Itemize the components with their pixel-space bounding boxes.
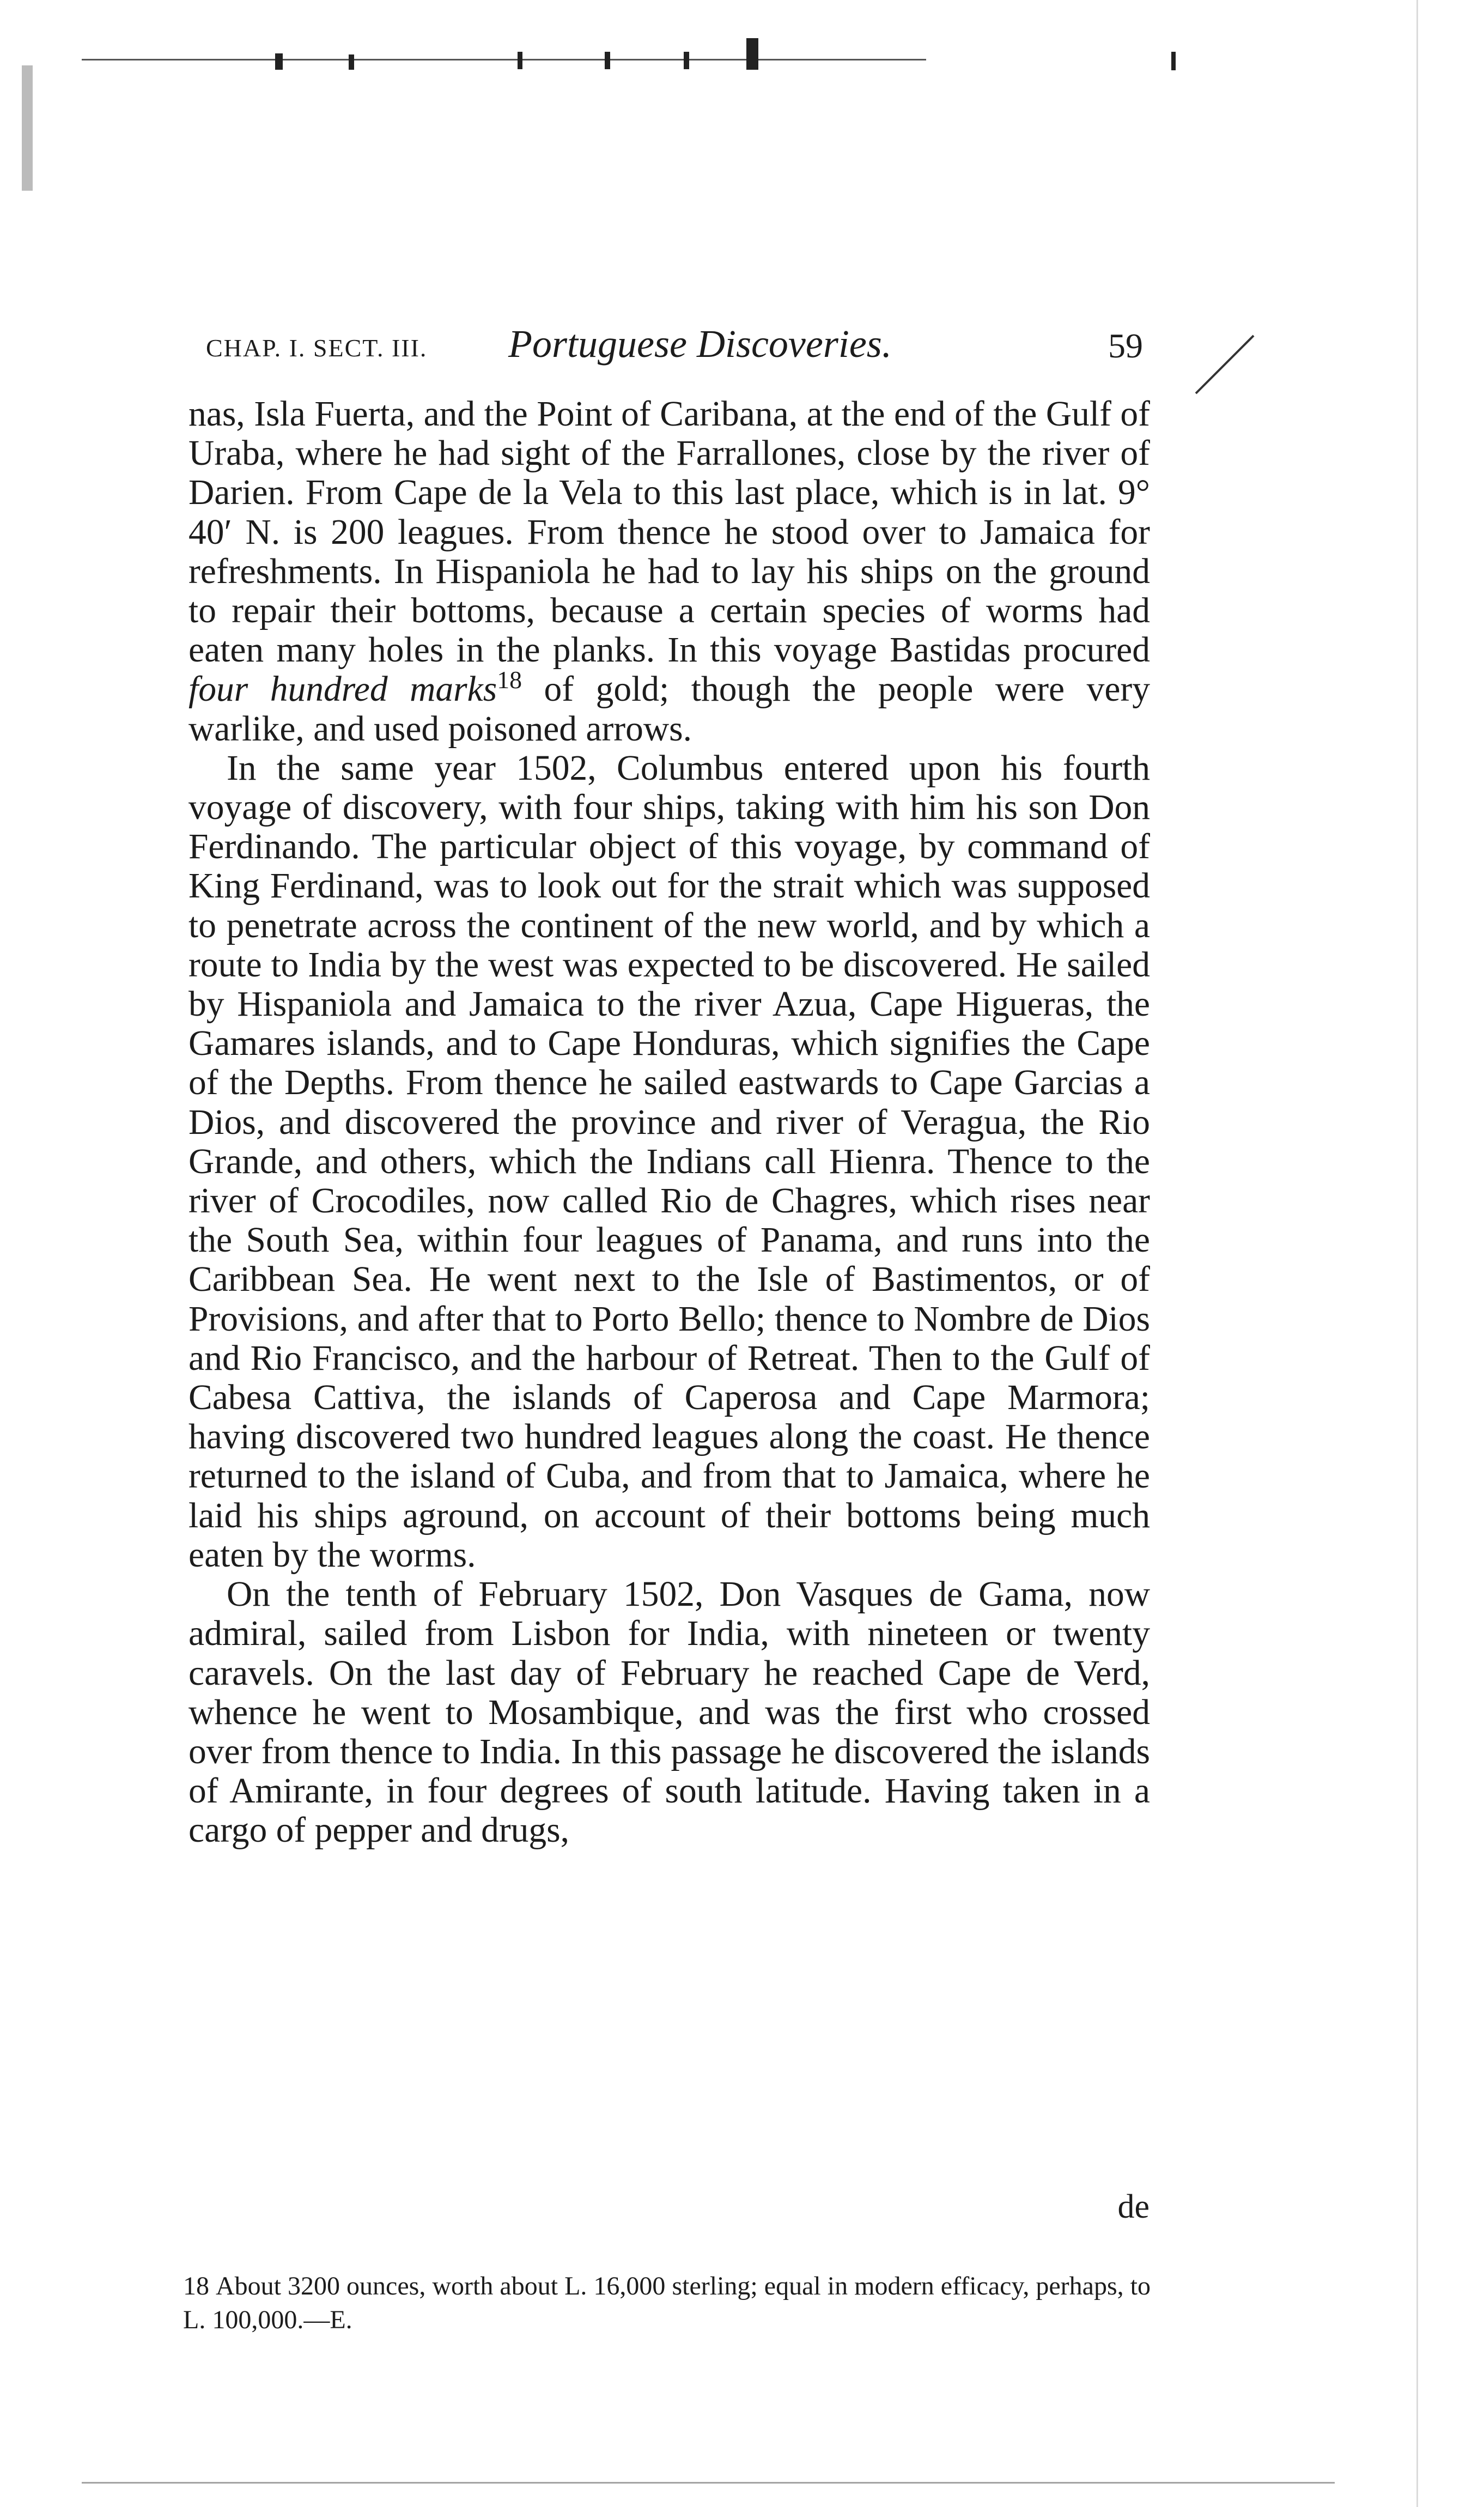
page-number: 59 [1108, 326, 1143, 365]
body-paragraph [188, 749, 1150, 1575]
scan-artifact-right-edge [1416, 0, 1418, 2507]
footnote-paragraph [183, 2269, 1151, 2337]
footnote-number: 18 [183, 2272, 209, 2300]
footnote [183, 2269, 1151, 2337]
scan-artifact-mark [1171, 52, 1176, 70]
scan-artifact-mark [518, 52, 522, 69]
running-head-chapter: CHAP. I. SECT. III. [206, 334, 428, 362]
body-text [188, 394, 1150, 1850]
text-run: of gold; though the people were very warlike, and used poisoned arrows. [188, 670, 1150, 749]
footnote-text: About 3200 ounces, worth about L. 16,000 sterling; equal in modern efficacy, perhaps, to L. 100,000.—E. [183, 2272, 1151, 2334]
body-paragraph [188, 1575, 1150, 1850]
scan-artifact-left-edge [22, 65, 33, 191]
scan-artifact-top-bar [82, 59, 926, 60]
body-paragraph [188, 394, 1150, 749]
scan-artifact-mark [746, 38, 758, 70]
text-run: In the same year 1502, Columbus entered upon his fourth voyage of discovery, with four ships, taking with him his son Don Ferdinando. The particular object of this voyage, by command of King Ferdinand, was to look out for the strait which was supposed to penetrate across the continent of the new world, and by which a route to India by the west was expected to be discovered. He sailed by Hispaniola and Jamaica to the river Azua, Cape Higueras, the Gamares islands, and to Cape Honduras, which signifies the Cape of the Depths. From thence he sailed eastwards to Cape Garcias a Dios, and discovered the province and river of Veragua, the Rio Grande, and others, which the Indians call Hienra. Thence to the river of Crocodiles, now called Rio de Chagres, which rises near the South Sea, within four leagues of Panama, and runs into the Caribbean Sea. He went next to the Isle of Bastimentos, or of Provisions, and after that to Porto Bello; thence to Nombre de Dios and Rio Francisco, and the harbour of Retreat. Then to the Gulf of Cabesa Cattiva, the islands of Caperosa and Cape Marmora; having discovered two hundred leagues along the coast. He thence returned to the island of Cuba, and from that to Jamaica, where he laid his ships aground, on account of their bottoms being much eaten by the worms. [188, 748, 1150, 1575]
running-head-title: Portuguese Discoveries. [508, 322, 892, 366]
scan-artifact-pen-stroke [1195, 335, 1255, 394]
text-run: nas, Isla Fuerta, and the Point of Caribana, at the end of the Gulf of Uraba, where he had sight of the Farrallones, close by the river of Darien. From Cape de la Vela to this last place, which is in lat. 9° 40′ N. is 200 leagues. From thence he stood over to Jamaica for refreshments. In Hispaniola he had to lay his ships on the ground to repair their bottoms, because a certain species of worms had eaten many holes in the planks. In this voyage Bastidas procured [188, 394, 1150, 670]
scan-artifact-mark [605, 52, 610, 69]
scan-artifact-mark [275, 53, 283, 70]
footnote-reference: 18 [497, 666, 522, 694]
text-run: On the tenth of February 1502, Don Vasques de Gama, now admiral, sailed from Lisbon for India, with nineteen or twenty caravels. On the last day of February he reached Cape de Verd, whence he went to Mosambique, and was the first who crossed over from thence to India. In this passage he discovered the islands of Amirante, in four degrees of south latitude. Having taken in a cargo of pepper and drugs, [188, 1575, 1150, 1850]
scan-artifact-mark [349, 54, 354, 70]
running-head [206, 321, 1143, 376]
scan-artifact-bottom-bar [82, 2482, 1335, 2484]
catchword: de [1117, 2188, 1150, 2225]
italic-phrase: four hundred marks [188, 670, 497, 709]
scan-artifact-mark [684, 52, 689, 69]
